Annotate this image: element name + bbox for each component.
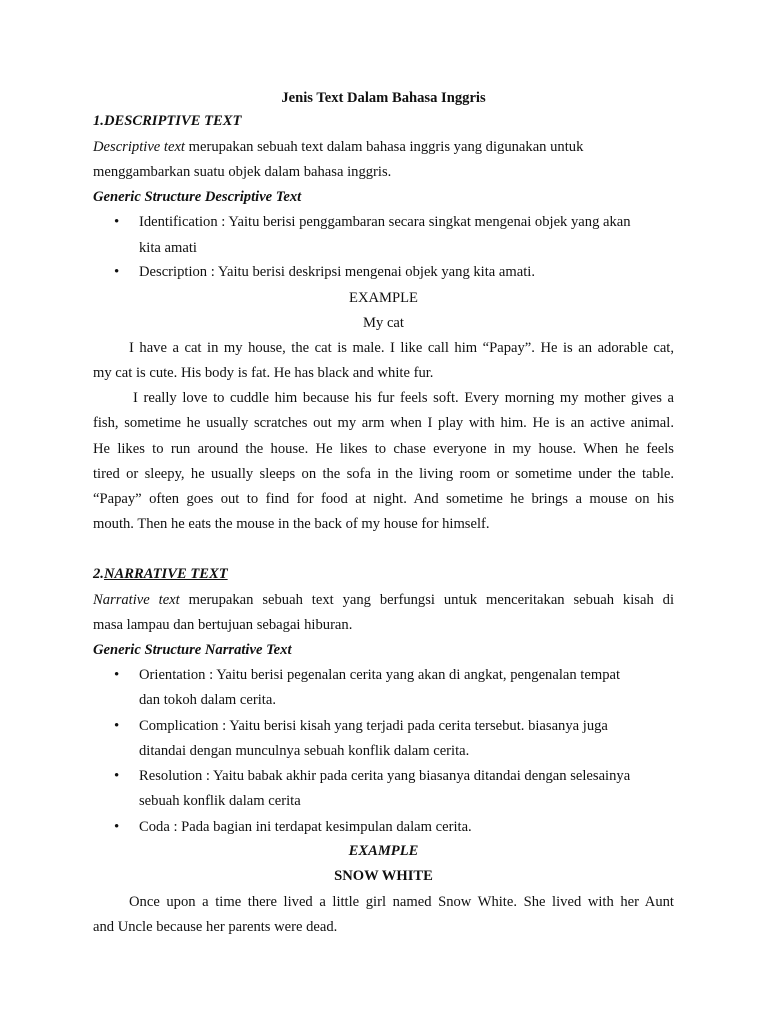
bullet-icon: • [114,264,120,280]
orientation-item-line-1: Orientation : Yaitu berisi pegenalan cerita yang akan di angkat, pengenalan tempat [139,667,621,683]
complication-item-line-1: Complication : Yaitu berisi kisah yang terjadi pada cerita tersebut. biasanya juga [139,718,608,734]
cat-paragraph-2-line-1: I really love to cuddle him because his fur feels soft. Every morning my mother gives a [133,390,674,406]
bullet-icon: • [114,768,120,784]
narrative-example-label: EXAMPLE [348,843,419,859]
orientation-item-line-2: dan tokoh dalam cerita. [139,692,276,708]
bullet-icon: • [114,819,120,835]
resolution-item-line-2: sebuah konflik dalam cerita [139,793,301,809]
narrative-definition-line-2: masa lampau dan bertujuan sebagai hiburan. [93,617,353,633]
bullet-icon: • [114,214,120,230]
cat-paragraph-1-line-2: my cat is cute. His body is fat. He has black and white fur. [93,365,434,381]
descriptive-structure-heading: Generic Structure Descriptive Text [93,189,302,205]
narrative-term: Narrative text [93,592,180,608]
cat-paragraph-2-line-4: tired or sleepy, he usually sleeps on the sofa in the living room or sometime under the table. [93,466,674,482]
cat-paragraph-1-line-1: I have a cat in my house, the cat is male. I like call him “Papay”. He is an adorable cat, [129,340,674,356]
descriptive-definition-line-1 [93,137,674,157]
narrative-heading-number: 2. [93,566,104,582]
narrative-heading [93,564,674,584]
descriptive-definition-line-2: menggambarkan suatu objek dalam bahasa inggris. [93,164,392,180]
narrative-definition-line-1 [93,590,674,610]
descriptive-term: Descriptive text [93,139,185,155]
coda-item-line-1: Coda : Pada bagian ini terdapat kesimpulan dalam cerita. [139,819,472,835]
descriptive-example-title: My cat [363,315,404,331]
narrative-definition-rest: merupakan sebuah text yang berfungsi untuk menceritakan sebuah kisah di [179,592,674,608]
snow-white-paragraph-line-2: and Uncle because her parents were dead. [93,919,338,935]
descriptive-example-label: EXAMPLE [349,290,418,306]
narrative-heading-text: NARRATIVE TEXT [103,566,228,582]
snow-white-paragraph-line-1: Once upon a time there lived a little girl named Snow White. She lived with her Aunt [129,894,674,910]
bullet-icon: • [114,667,120,683]
page-title: Jenis Text Dalam Bahasa Inggris [281,90,486,106]
identification-item-line-2: kita amati [139,240,197,256]
cat-paragraph-2-line-5: “Papay” often goes out to find for food at night. And sometime he brings a mouse on his [93,491,674,507]
resolution-item-line-1: Resolution : Yaitu babak akhir pada cerita yang biasanya ditandai dengan selesainya [139,768,631,784]
narrative-structure-heading: Generic Structure Narrative Text [93,642,292,658]
identification-item-line-1: Identification : Yaitu berisi penggambaran secara singkat mengenai objek yang akan [139,214,631,230]
description-item-line-1: Description : Yaitu berisi deskripsi mengenai objek yang kita amati. [139,264,535,280]
bullet-icon: • [114,718,120,734]
cat-paragraph-2-line-2: fish, sometime he usually scratches out my arm when I play with him. He is an active animal. [93,415,674,431]
descriptive-definition-rest: merupakan sebuah text dalam bahasa inggris yang digunakan untuk [184,139,584,155]
complication-item-line-2: ditandai dengan munculnya sebuah konflik dalam cerita. [139,743,470,759]
descriptive-heading: 1.DESCRIPTIVE TEXT [93,113,242,129]
cat-paragraph-2-line-3: He likes to run around the house. He likes to chase everyone in my house. When he feels [93,441,674,457]
narrative-example-title: SNOW WHITE [334,868,433,884]
cat-paragraph-2-line-6: mouth. Then he eats the mouse in the back of my house for himself. [93,516,490,532]
